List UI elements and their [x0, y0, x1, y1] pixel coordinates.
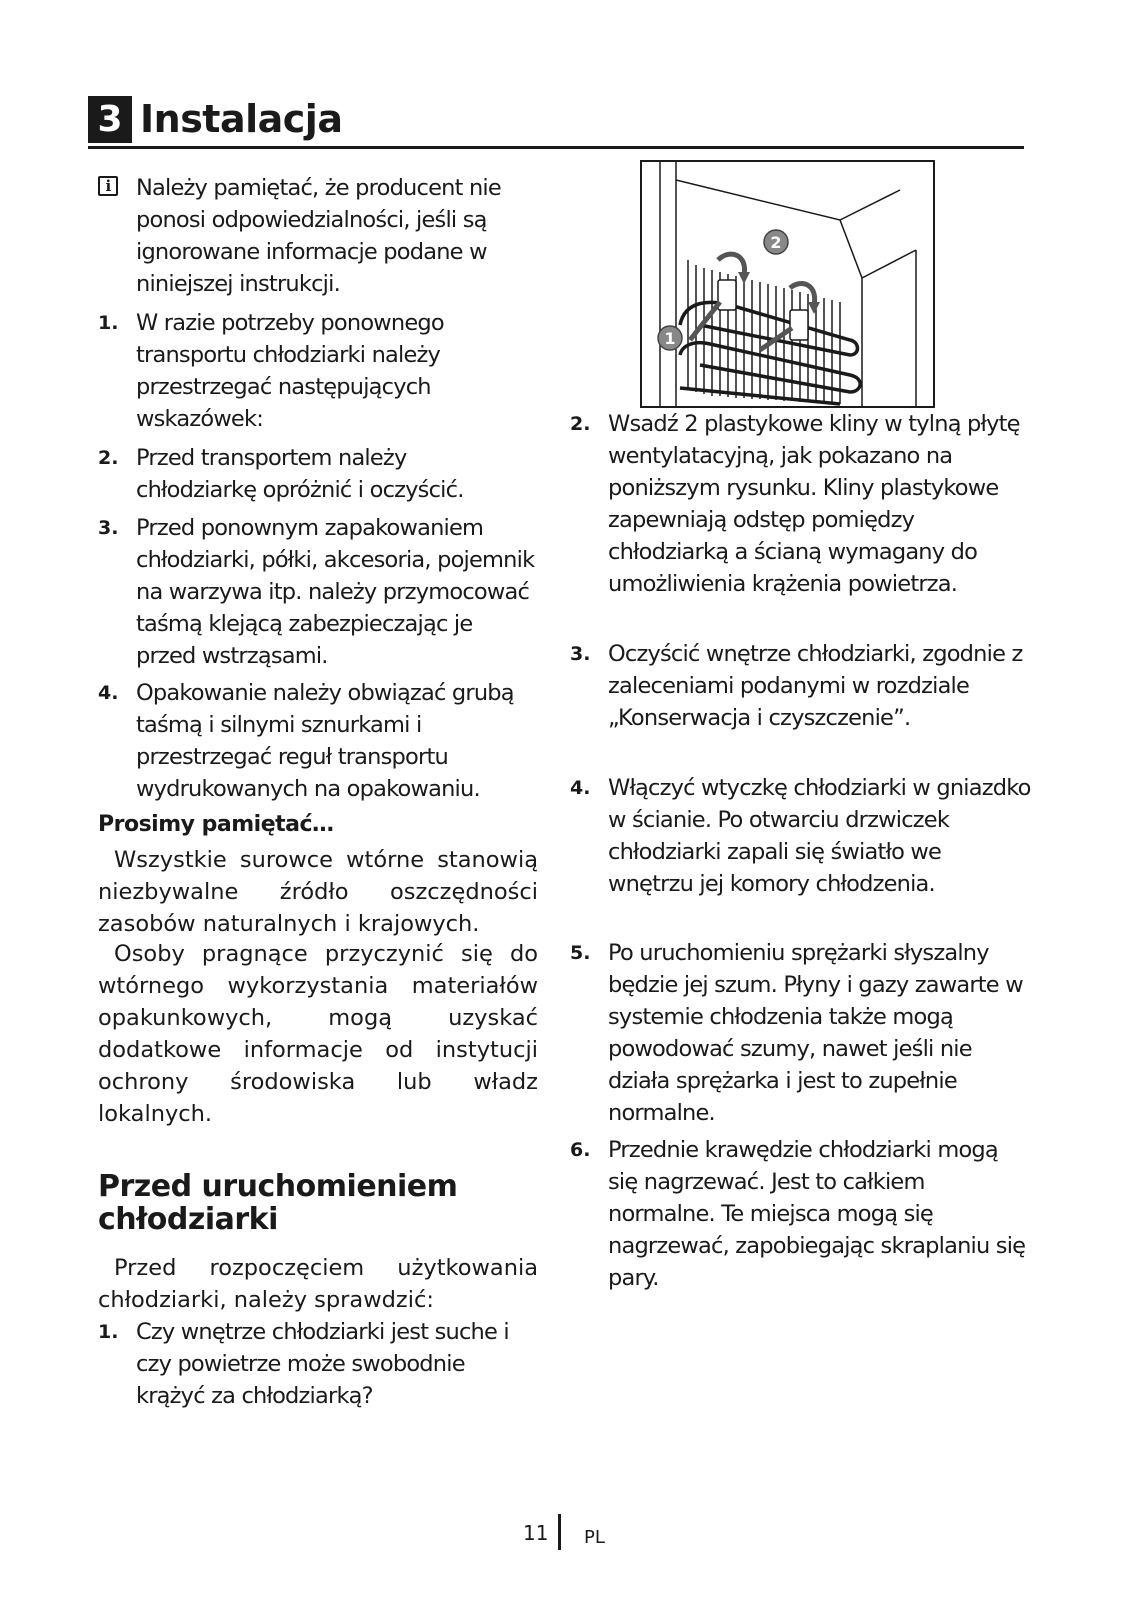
list-item [98, 307, 528, 435]
list-item-number: 1. [98, 1321, 119, 1343]
footer-divider [558, 1514, 561, 1550]
list-item-text: Po uruchomieniu sprężarki słyszalny będzie jej szum. Płyny i gazy zawarte w systemie chłodzenia także mogą powodować szumy, nawet jeśli nie działa sprężarka i jest to zupełnie normalne. [608, 940, 1023, 1126]
list-item-number: 3. [98, 517, 119, 539]
remember-label: Prosimy pamiętać… [98, 812, 334, 837]
list-item [570, 1134, 1032, 1294]
list-item [98, 512, 538, 672]
list-item [570, 408, 1032, 600]
list-item [570, 937, 1032, 1129]
list-item-number: 6. [570, 1139, 591, 1161]
list-item-number: 2. [98, 447, 119, 469]
callout-2-label: 2 [770, 233, 782, 252]
remember-paragraph: Wszystkie surowce wtórne stanowią niezbywalne źródło oszczędności zasobów naturalnych i krajowych. [98, 847, 538, 937]
language-code: PL [584, 1527, 605, 1548]
section-header [88, 96, 1024, 149]
list-item-text: Przed ponownym zapakowaniem chłodziarki, półki, akcesoria, pojemnik na warzywa itp. należy przymocować taśmą klejącą zabezpieczając je przed wstrząsami. [136, 515, 535, 669]
list-item-text: Przednie krawędzie chłodziarki mogą się nagrzewać. Jest to całkiem normalne. Te miejsca mogą się nagrzewać, zapobiegając skraplaniu się pary. [608, 1137, 1026, 1291]
wedge-installation-figure [640, 160, 935, 408]
list-item-text: Opakowanie należy obwiązać grubą taśmą i silnymi sznurkami i przestrzegać reguł transportu wydrukowanych na opakowaniu. [136, 680, 514, 802]
page-number: 11 [523, 1521, 549, 1545]
section-number: 3 [88, 96, 132, 143]
list-item-number: 1. [98, 312, 119, 334]
list-item-text: Czy wnętrze chłodziarki jest suche i czy powietrze może swobodnie krążyć za chłodziarką? [136, 1319, 509, 1409]
callout-1-label: 1 [664, 329, 676, 348]
info-icon: i [98, 176, 118, 196]
list-item [570, 772, 1032, 900]
info-note [98, 172, 528, 300]
list-item-text: Oczyścić wnętrze chłodziarki, zgodnie z zaleceniami podanymi w rozdziale „Konserwacja i czyszczenie”. [608, 641, 1023, 731]
list-item [98, 1316, 528, 1412]
info-note-text: Należy pamiętać, że producent nie ponosi odpowiedzialności, jeśli są ignorowane informacje podane w niniejszej instrukcji. [136, 175, 501, 297]
list-item-text: Przed transportem należy chłodziarkę opróżnić i oczyścić. [136, 445, 464, 503]
list-item-text: Wsadź 2 plastykowe kliny w tylną płytę wentylatacyjną, jak pokazano na poniższym rysunku. Kliny plastykowe zapewniają odstęp pomiędzy chłodziarką a ścianą wymagany do umożliwienia krążenia powietrza. [608, 411, 1020, 597]
intro-paragraph: Przed rozpoczęciem użytkowania chłodziarki, należy sprawdzić: [98, 1255, 538, 1313]
subheading: Przed uruchomieniem chłodziarki [98, 1169, 458, 1237]
list-item-number: 2. [570, 413, 591, 435]
list-item-number: 4. [570, 777, 591, 799]
list-item-text: Włączyć wtyczkę chłodziarki w gniazdko w ścianie. Po otwarciu drzwiczek chłodziarki zapali się światło we wnętrzu jej komory chłodzenia. [608, 775, 1031, 897]
list-item-number: 3. [570, 643, 591, 665]
list-item [98, 677, 538, 805]
section-title: Instalacja [140, 97, 343, 141]
remember-paragraph: Osoby pragnące przyczynić się do wtórnego wykorzystania materiałów opakunkowych, mogą uzyskać dodatkowe informacje od instytucji ochrony środowiska lub władz lokalnych. [98, 941, 538, 1127]
list-item-number: 5. [570, 942, 591, 964]
list-item-text: W razie potrzeby ponownego transportu chłodziarki należy przestrzegać następujących wskazówek: [136, 310, 444, 432]
list-item [98, 442, 528, 506]
list-item [570, 638, 1032, 734]
list-item-number: 4. [98, 682, 119, 704]
